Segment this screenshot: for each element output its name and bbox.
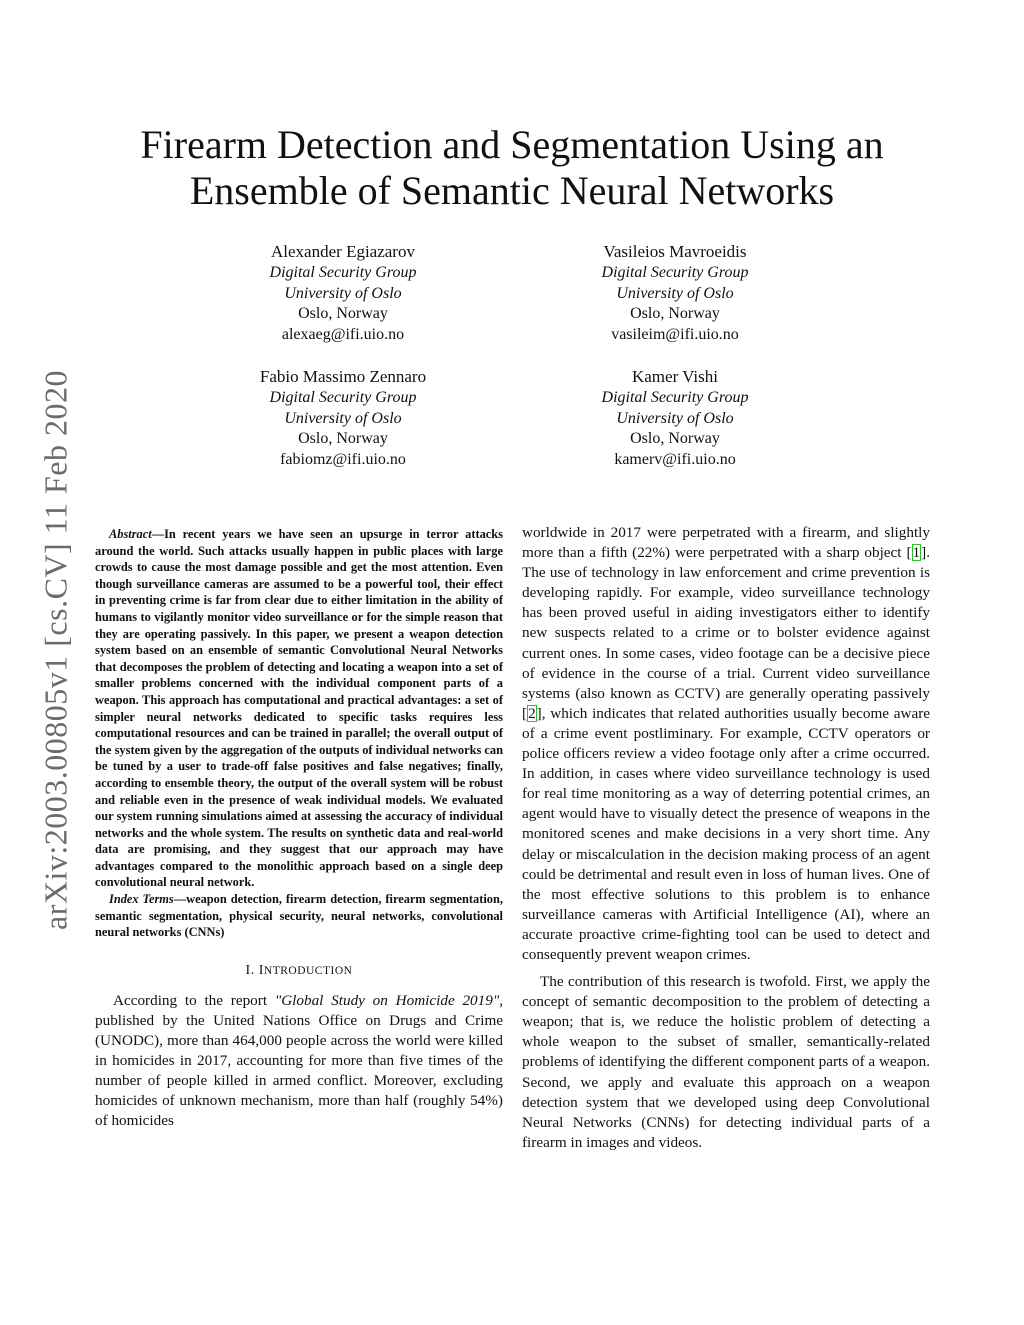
right-text-a: worldwide in 2017 were perpetrated with a firearm, and slightly more than a fifth (22%) were perpetrated with a sharp object [ [522, 524, 930, 562]
author-block [178, 366, 508, 471]
section-title-rest: NTRODUCTION [263, 964, 353, 977]
abstract-text: In recent years we have seen an upsurge in terror attacks around the world. Such attacks usually happen in public places with large crowds to cause the most damage possible and get the most attention. Even though surveillance cameras are assumed to be a powerful tool, their effect in preventing crime is far from clear due to either limitation in the ability of humans to vigilantly monitor video surveillance or for the simple reason that they are operating passively. In this paper, we present a weapon detection system based on an ensemble of semantic Convolutional Neural Networks that decomposes the problem of detecting and locating a weapon into a set of smaller problems concerned with the individual component parts of a weapon. This approach has computational and practical advantages: a set of simpler neural networks dedicated to specific tasks requires less computational resources and can be trained in parallel; the overall output of the system given by the aggregation of the outputs of individual networks can be tuned by a user to trade-off false positives and false negatives; finally, according to ensemble theory, the output of the overall system will be robust and reliable even in the presence of weak individual models. We evaluated our system running simulations aimed at assessing the accuracy of individual networks and the whole system. The results on synthetic data and real-world data are promising, and they suggest that our approach may have advantages compared to the monolithic approach based on a single deep convolutional neural network. [95, 527, 503, 890]
section-heading-introduction [95, 963, 503, 979]
citation-link[interactable]: 2 [528, 704, 536, 722]
index-terms-label: Index Terms [109, 892, 174, 907]
author-email[interactable]: vasileim@ifi.uio.no [611, 326, 739, 344]
author-location: Oslo, Norway [630, 305, 720, 323]
author-location: Oslo, Norway [298, 430, 388, 448]
contribution-paragraph: The contribution of this research is twofold. First, we apply the concept of semantic decomposition to the problem of detecting a weapon; that is, we reduce the holistic problem of detecting a whole weapon to the subset of smaller, semantically-related problems of identifying the different component parts of a weapon. Second, we apply and evaluate this approach on a weapon detection system that we developed using deep Convolutional Neural Networks (CNNs) for detecting individual parts of a firearm in images and videos. [522, 973, 930, 1151]
right-text-b: ]. The use of technology in law enforcement and crime prevention is developing rapidly. For example, video surveillance technology has been proved useful in aiding investigators either to identify new suspects related to a crime or to bolster evidence against current ones. In some cases, video footage can be a decisive piece of evidence in the course of a trial. Current video surveillance systems (also known as CCTV) are generally operating passively [ [522, 544, 930, 722]
author-block [510, 241, 840, 346]
author-email[interactable]: kamerv@ifi.uio.no [614, 451, 736, 469]
index-terms: Index Terms—weapon detection, firearm detection, firearm segmentation, semantic segmentation, physical security, neural networks, convolutional neural networks (CNNs) [95, 892, 503, 940]
citation-link[interactable]: 1 [912, 544, 921, 562]
author-location: Oslo, Norway [630, 430, 720, 448]
paper-title: Firearm Detection and Segmentation Using an Ensemble of Semantic Neural Networks [140, 122, 884, 213]
section-number: I. [245, 962, 255, 978]
author-university: University of Oslo [616, 409, 734, 427]
arxiv-watermark[interactable]: arXiv:2003.00805v1 [cs.CV] 11 Feb 2020 [37, 370, 74, 930]
right-text-c: ], which indicates that related authorities usually become aware of a crime event postliminary. For example, CCTV operators or police officers review a video footage only after a crime occurred. In addition, in cases where video surveillance technology is used for real time monitoring as a way of deterring potential crimes, an agent would have to visually detect the presence of weapons in the monitored scenes and make decisions in a very short time. Any delay or miscalculation in the decision making process of an agent could be detrimental and result even in loss of human lives. One of the most effective solutions to this problem is to enhance surveillance cameras with Artificial Intelligence (AI), where an accurate proactive crime-fighting tool can be used to detect and consequently prevent weapon crimes. [522, 704, 930, 963]
author-university: University of Oslo [284, 284, 402, 302]
right-column [522, 523, 930, 1153]
index-terms-text: weapon detection, firearm detection, firearm segmentation, semantic segmentation, physical security, neural networks, convolutional neural networks (CNNs) [95, 892, 503, 940]
author-name: Fabio Massimo Zennaro [259, 367, 427, 386]
author-university: University of Oslo [284, 409, 402, 427]
author-email[interactable]: fabiomz@ifi.uio.no [280, 451, 406, 469]
author-group: Digital Security Group [269, 389, 417, 406]
author-name: Vasileios Mavroeidis [603, 242, 747, 261]
intro-paragraph [95, 991, 503, 1132]
intro-paragraph-continued [522, 523, 930, 965]
author-group: Digital Security Group [601, 389, 749, 406]
author-email[interactable]: alexaeg@ifi.uio.no [281, 326, 405, 344]
author-group: Digital Security Group [269, 264, 417, 281]
left-column [95, 526, 503, 1132]
author-block [178, 241, 508, 346]
author-name: Alexander Egiazarov [271, 242, 415, 261]
author-university: University of Oslo [616, 284, 734, 302]
intro-text-b: , published by the United Nations Office on Drugs and Crime (UNODC), more than 464,000 people across the world were killed in homicides in 2017, accounting for more than five times of the number of people killed in armed conflict. Moreover, excluding homicides of unknown mechanism, more than half (roughly 54%) of homicides [95, 991, 504, 1130]
author-location: Oslo, Norway [298, 305, 388, 323]
author-block [510, 366, 840, 471]
author-name: Kamer Vishi [631, 367, 718, 386]
author-group: Digital Security Group [601, 264, 749, 281]
report-title: "Global Study on Homicide 2019" [274, 991, 500, 1009]
abstract: Abstract—In recent years we have seen an upsurge in terror attacks around the world. Such attacks usually happen in public places with large crowds to cause the most damage possible and get the most attention. Even though surveillance cameras are assumed to be a powerful tool, their effect in preventing crime is far from clear due to either limitation in the ability of humans to vigilantly monitor video surveillance or for the simple reason that they are operating passively. In this paper, we present a weapon detection system based on an ensemble of semantic Convolutional Neural Networks that decomposes the problem of detecting and locating a weapon into a set of smaller problems concerned with the individual component parts of a weapon. This approach has computational and practical advantages: a set of simpler neural networks dedicated to specific tasks requires less computational resources and can be trained in parallel; the overall output of the system given by the aggregation of the outputs of individual networks can be tuned by a user to trade-off false positives and false negatives; finally, according to ensemble theory, the output of the overall system will be robust and reliable even in the presence of weak individual models. We evaluated our system running simulations aimed at assessing the accuracy of individual networks and the whole system. The results on synthetic data and real-world data are promising, and they suggest that our approach may have advantages compared to the monolithic approach based on a single deep convolutional neural network. [95, 527, 503, 890]
section-title-initial: I [258, 962, 264, 978]
intro-text-a: According to the report [113, 991, 275, 1009]
abstract-label: Abstract [109, 527, 152, 541]
